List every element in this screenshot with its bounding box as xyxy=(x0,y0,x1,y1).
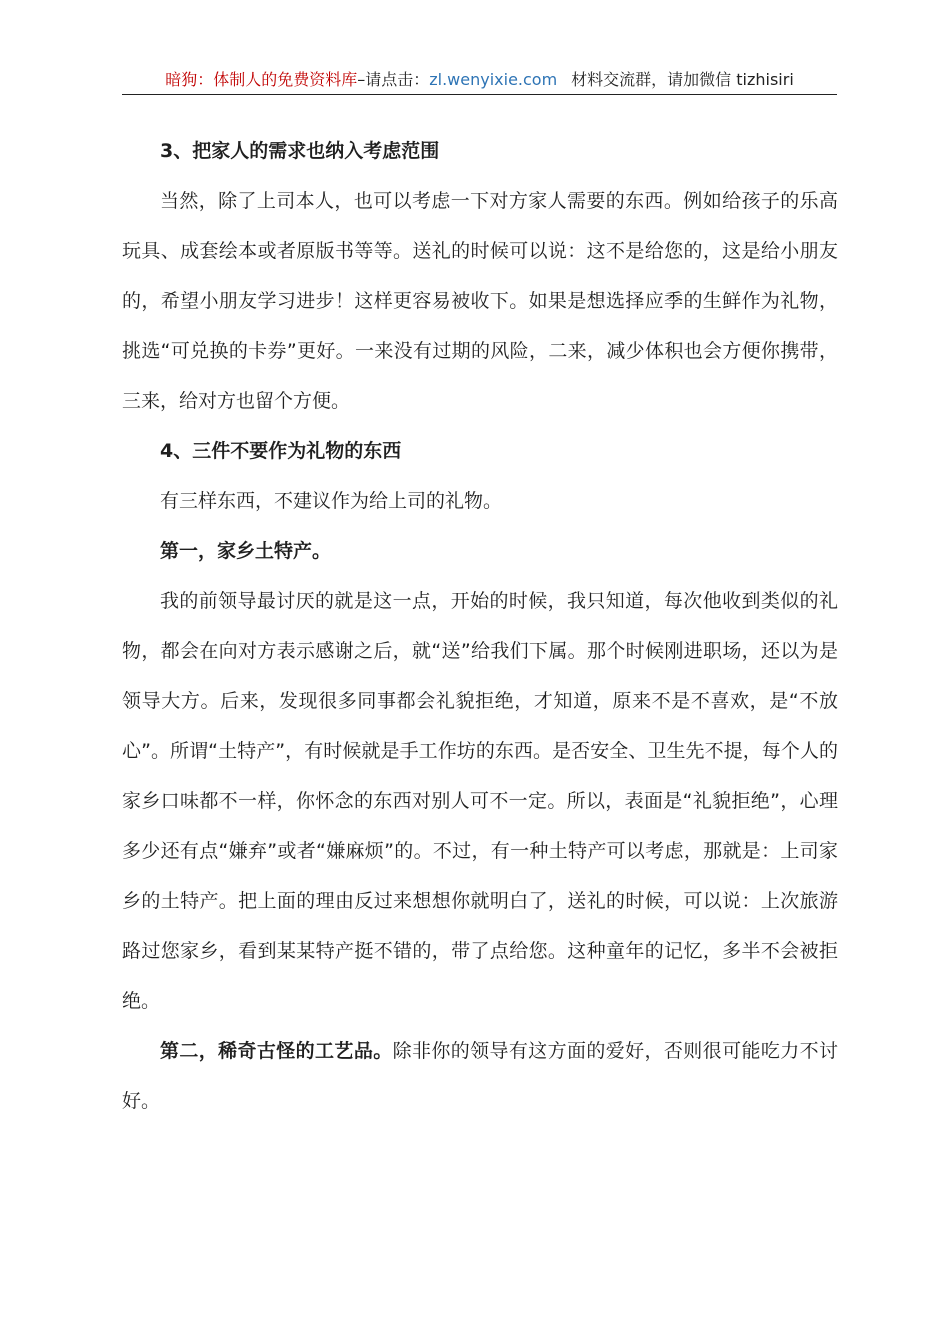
header-url-link[interactable]: zl.wenyixie.com xyxy=(429,70,558,89)
document-body xyxy=(122,126,838,1126)
second-item-lead: 第二，稀奇古怪的工艺品。 xyxy=(160,1040,393,1062)
second-item-paragraph xyxy=(122,1026,838,1126)
header-brand: 暗狗：体制人的免费资料库 xyxy=(165,70,358,89)
header-click-prefix: –请点击： xyxy=(357,70,430,89)
page-header xyxy=(122,66,837,95)
section-3-paragraph: 当然，除了上司本人，也可以考虑一下对方家人需要的东西。例如给孩子的乐高玩具、成套绘本或者原版书等等。送礼的时候可以说：这不是给您的，这是给小朋友的，希望小朋友学习进步！这样更容易被收下。如果是想选择应季的生鲜作为礼物，挑选“可兑换的卡券”更好。一来没有过期的风险，二来，减少体积也会方便你携带，三来，给对方也留个方便。 xyxy=(122,190,838,412)
first-item-heading: 第一，家乡土特产。 xyxy=(160,540,332,562)
first-item-paragraph: 我的前领导最讨厌的就是这一点，开始的时候，我只知道，每次他收到类似的礼物，都会在向对方表示感谢之后，就“送”给我们下属。那个时候刚进职场，还以为是领导大方。后来，发现很多同事都会礼貌拒绝，才知道，原来不是不喜欢，是“不放心”。所谓“土特产”，有时候就是手工作坊的东西。是否安全、卫生先不提，每个人的家乡口味都不一样，你怀念的东西对别人可不一定。所以，表面是“礼貌拒绝”，心理多少还有点“嫌弃”或者“嫌麻烦”的。不过，有一种土特产可以考虑，那就是：上司家乡的土特产。把上面的理由反过来想想你就明白了，送礼的时候，可以说：上次旅游路过您家乡，看到某某特产挺不错的，带了点给您。这种童年的记忆，多半不会被拒绝。 xyxy=(122,590,838,1012)
section-4-heading: 4、三件不要作为礼物的东西 xyxy=(160,440,402,462)
second-item-body: 除非你的领导有这方面的爱好，否则很可能吃力不讨好。 xyxy=(122,1040,838,1112)
header-group-info: 材料交流群，请加微信 tizhisiri xyxy=(571,70,794,89)
section-3-heading: 3、把家人的需求也纳入考虑范围 xyxy=(160,140,440,162)
section-4-intro: 有三样东西，不建议作为给上司的礼物。 xyxy=(160,490,503,512)
